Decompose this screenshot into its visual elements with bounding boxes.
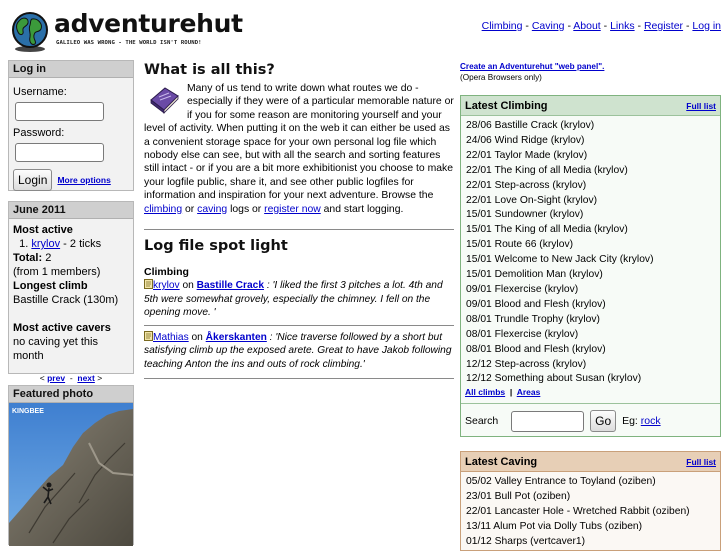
latest-climbing-box	[460, 95, 721, 437]
nav-separator: -	[637, 20, 644, 32]
list-item[interactable]: 15/01 Route 66 (krylov)	[466, 239, 574, 251]
nav-register[interactable]: Register	[643, 20, 684, 32]
spotlight-quote: : 'Nice traverse followed by a short but satisfying climb up the exposed arete. Great to have Jakob following teaching Anton the ins and outs of rock climbing.'	[144, 331, 452, 371]
list-item[interactable]: 15/01 Welcome to New Jack City (krylov)	[466, 254, 654, 266]
intro-caving-link[interactable]: caving	[197, 203, 228, 215]
month-nav-separator: -	[69, 373, 73, 383]
spotlight-section-label: Climbing	[144, 266, 189, 279]
logbook-icon	[144, 331, 153, 341]
most-active-label: Most active	[13, 224, 73, 236]
featured-photo-title: Featured photo	[9, 386, 133, 403]
active-rank: 1.	[19, 238, 29, 250]
list-item[interactable]: 23/01 Bull Pot (oziben)	[466, 490, 571, 502]
top-nav	[482, 20, 721, 32]
list-item[interactable]: 28/06 Bastille Crack (krylov)	[466, 120, 595, 131]
list-item[interactable]: 09/01 Blood and Flesh (krylov)	[466, 298, 606, 310]
longest-climb-value: Bastille Crack (130m)	[13, 294, 119, 306]
active-user-link[interactable]: krylov	[31, 238, 61, 250]
climbing-footer-links	[461, 387, 720, 397]
month-stats-box	[8, 201, 134, 383]
latest-climbing-list	[461, 116, 720, 387]
list-item[interactable]: 22/01 Step-across (krylov)	[466, 179, 587, 191]
divider	[144, 378, 454, 379]
most-active-entry	[13, 237, 129, 251]
climb-search-row	[461, 403, 720, 438]
web-panel-link[interactable]: Create an Adventurehut "web panel".	[460, 62, 605, 71]
spotlight-on: on	[188, 331, 206, 343]
total-row	[13, 251, 129, 265]
login-box	[8, 60, 134, 191]
book-icon	[147, 84, 181, 114]
areas-link[interactable]: Areas	[516, 387, 541, 398]
web-panel-info	[460, 61, 604, 83]
nav-links[interactable]: Links	[610, 20, 635, 32]
list-item[interactable]: 22/01 Taylor Made (krylov)	[466, 149, 588, 161]
divider	[144, 229, 454, 230]
site-logo[interactable]	[10, 8, 245, 54]
intro-text-or: or	[182, 203, 198, 215]
list-item[interactable]: 12/12 Something about Susan (krylov)	[466, 373, 642, 385]
spotlight-user-link[interactable]: Mathias	[153, 331, 189, 343]
intro-paragraph	[144, 82, 454, 216]
username-input[interactable]	[15, 102, 104, 121]
nav-caving[interactable]: Caving	[531, 20, 565, 32]
site-tagline: GALILEO WAS WRONG - THE WORLD ISN'T ROUND!	[56, 40, 202, 46]
most-active-cavers-label: Most active cavers	[13, 322, 111, 334]
login-button[interactable]: Login	[13, 169, 52, 191]
list-item[interactable]: 05/02 Valley Entrance to Toyland (oziben)	[466, 476, 656, 487]
latest-caving-list	[461, 472, 720, 550]
list-item[interactable]: 15/01 The King of all Media (krylov)	[466, 224, 628, 236]
active-ticks: - 2 ticks	[63, 238, 102, 250]
nav-separator: -	[685, 20, 693, 32]
prev-month-link[interactable]: prev	[47, 373, 66, 383]
intro-text-2: and start logging.	[320, 203, 404, 215]
intro-register-link[interactable]: register now	[264, 203, 321, 215]
latest-caving-box	[460, 451, 721, 551]
search-go-button[interactable]: Go	[590, 410, 616, 432]
spotlight-user-link[interactable]: krylov	[153, 280, 180, 292]
search-label: Search	[465, 415, 499, 428]
nav-login[interactable]: Log in	[692, 20, 721, 32]
latest-climbing-title: Latest Climbing	[465, 100, 548, 112]
month-nav: < prev - next >	[39, 373, 103, 383]
all-climbs-link[interactable]: All climbs	[465, 387, 506, 398]
search-example-label: Eg:	[622, 415, 638, 428]
password-label: Password:	[13, 127, 65, 139]
list-item[interactable]: 15/01 Demolition Man (krylov)	[466, 269, 603, 281]
nav-separator: -	[525, 20, 532, 32]
list-item[interactable]: 08/01 Trundle Trophy (krylov)	[466, 313, 600, 325]
site-title: adventurehut	[54, 9, 243, 38]
intro-text-1: Many of us tend to write down what routes we do - especially if they were of a particular memorable nature or if you for some reason are monitoring yourself and your level of activity. When putting it on the web it can either be used as a convenient storage space for your own personal log file which nobody else can see, but with all the search and sorting features still intact - or if you are a bit more exhibitionist you choose to make your logfile public, share it, and see other public logfiles for information and inspiration for your next adventure. Browse the	[144, 83, 454, 202]
list-item[interactable]: 12/12 Step-across (krylov)	[466, 358, 587, 370]
list-item[interactable]: 01/12 Sharps (vertcaver1)	[466, 535, 586, 547]
footer-pipe: |	[509, 387, 513, 398]
spotlight-entry	[144, 331, 454, 372]
most-active-cavers-value: no caving yet this month	[13, 336, 98, 362]
intro-text-logs: logs or	[227, 203, 265, 215]
total-value: 2	[45, 252, 52, 264]
logbook-icon	[144, 279, 153, 289]
photo-caption: KINGBEE	[12, 408, 44, 415]
total-label: Total:	[13, 252, 43, 264]
intro-climbing-link[interactable]: climbing	[144, 203, 183, 215]
members-note: (from 1 members)	[13, 266, 101, 278]
nav-climbing[interactable]: Climbing	[481, 20, 523, 32]
login-box-title: Log in	[9, 61, 133, 78]
username-label: Username:	[13, 86, 67, 98]
list-item[interactable]: 22/01 The King of all Media (krylov)	[466, 164, 628, 176]
password-input[interactable]	[15, 143, 104, 162]
nav-about[interactable]: About	[573, 20, 601, 32]
list-item[interactable]: 08/01 Flexercise (krylov)	[466, 328, 579, 340]
globe-icon	[10, 10, 50, 52]
list-item[interactable]: 08/01 Blood and Flesh (krylov)	[466, 343, 606, 355]
spotlight-route-link[interactable]: Bastille Crack	[196, 280, 264, 292]
featured-photo-box	[8, 385, 134, 545]
list-item[interactable]: 13/11 Alum Pot via Dolly Tubs (oziben)	[466, 520, 643, 532]
list-item[interactable]: 22/01 Lancaster Hole - Wretched Rabbit (oziben)	[466, 505, 690, 517]
search-example-link[interactable]: rock	[640, 415, 661, 428]
spotlight-entry	[144, 279, 454, 320]
main-content	[144, 60, 454, 379]
more-options-link[interactable]: More options	[57, 174, 111, 185]
longest-climb-label: Longest climb	[13, 280, 88, 292]
caving-full-list-link[interactable]: Full list	[686, 457, 716, 467]
nav-separator: -	[603, 20, 611, 32]
climb-search-input[interactable]	[511, 411, 584, 432]
list-item[interactable]: 15/01 Sundowner (krylov)	[466, 209, 584, 221]
intro-heading: What is all this?	[144, 62, 275, 78]
featured-photo[interactable]	[9, 403, 133, 546]
spotlight-on: on	[179, 280, 197, 292]
list-item[interactable]: 22/01 Love On-Sight (krylov)	[466, 194, 598, 206]
next-month-link[interactable]: next	[77, 373, 95, 383]
spotlight-quote: : 'I liked the first 3 pitches a lot. 4th and 5th were somewhat grovely, especially the chimney. I fell on the opening move. '	[144, 280, 443, 319]
latest-caving-title: Latest Caving	[465, 456, 538, 468]
spotlight-heading: Log file spot light	[144, 238, 288, 255]
spotlight-route-link[interactable]: Åkerskanten	[205, 331, 267, 343]
list-item[interactable]: 09/01 Flexercise (krylov)	[466, 283, 579, 295]
climbing-full-list-link[interactable]: Full list	[686, 101, 716, 111]
web-panel-note: (Opera Browsers only)	[460, 73, 542, 82]
month-title: June 2011	[9, 202, 133, 219]
list-item[interactable]: 24/06 Wind Ridge (krylov)	[466, 134, 585, 146]
nav-separator: -	[567, 20, 574, 32]
divider	[144, 325, 454, 326]
